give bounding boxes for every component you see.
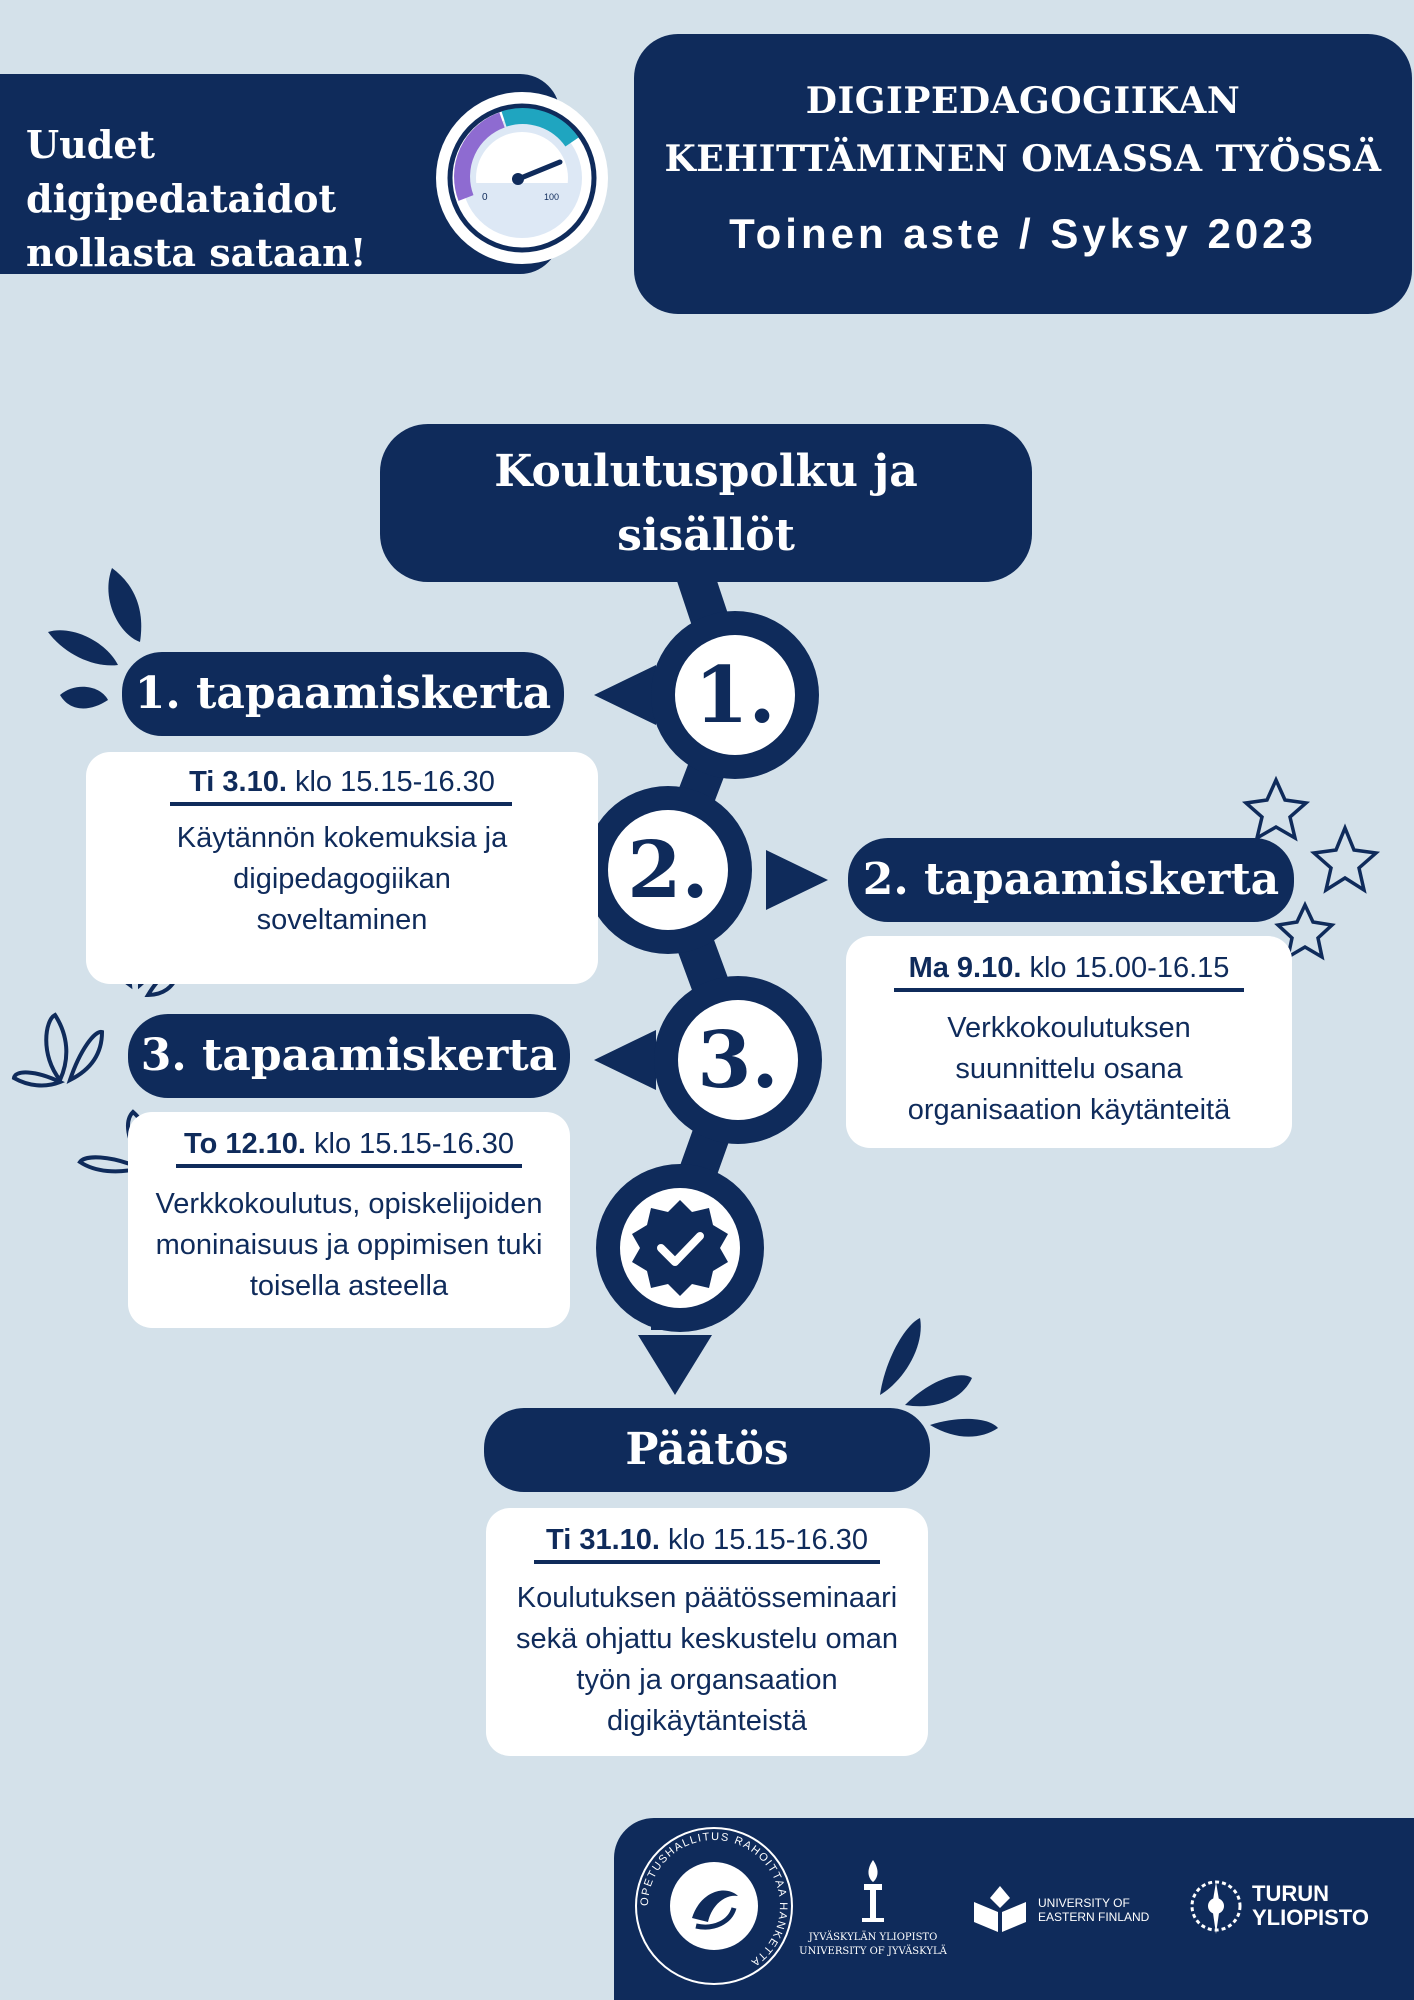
jyu-logo (798, 1856, 948, 1966)
step-2-desc-line: Verkkokoulutuksen (947, 1012, 1191, 1044)
title-line2: KEHITTÄMINEN OMASSA TYÖSSÄ (664, 138, 1382, 180)
step-2-time: klo 15.00-16.15 (1029, 952, 1230, 984)
step-3-desc-line: Verkkokoulutus, opiskelijoiden (155, 1188, 543, 1220)
step-2-date (846, 952, 1292, 985)
final-desc-line: työn ja organsaation (576, 1664, 838, 1696)
arrow-left-1 (594, 665, 656, 725)
tagline-line1: Uudet digipedataidot (26, 122, 337, 221)
tagline-line2: nollasta sataan! (26, 230, 367, 275)
step-1-time: klo 15.15-16.30 (294, 766, 495, 798)
final-desc (486, 1578, 928, 1742)
step-1-desc-line: Käytännön kokemuksia ja (176, 822, 508, 854)
step-3-desc-line: toisella asteella (249, 1270, 449, 1302)
final-desc-line: Koulutuksen päätösseminaari (516, 1582, 898, 1614)
final-underline (534, 1560, 880, 1564)
step-3-underline (176, 1164, 522, 1168)
step-3-date (128, 1128, 570, 1161)
step-1-underline (170, 802, 512, 806)
step-2-title: 2. tapaamiskerta (862, 854, 1280, 905)
step-1-title: 1. tapaamiskerta (134, 668, 552, 719)
step-1-date (86, 766, 598, 799)
arrow-left-3 (594, 1030, 656, 1090)
step-number-1: 1. (694, 650, 776, 741)
gauge-max: 100 (544, 192, 560, 202)
step-2-underline (894, 988, 1244, 992)
step-number-2: 2. (627, 825, 709, 916)
utu-logo (1186, 1874, 1396, 1944)
step-2-date-bold: Ma 9.10. (908, 952, 1022, 984)
path-title-line1: Koulutuspolku ja (494, 446, 918, 497)
utu-line1: TURUN (1252, 1881, 1329, 1906)
step-number-3: 3. (697, 1015, 779, 1106)
utu-line2: YLIOPISTO (1252, 1905, 1369, 1930)
step-3-title: 3. tapaamiskerta (140, 1030, 558, 1081)
final-title: Päätös (625, 1424, 789, 1475)
step-2-desc-line: organisaation käytänteitä (907, 1094, 1231, 1126)
path-title (380, 440, 1032, 568)
uef-line1: UNIVERSITY OF (1038, 1896, 1130, 1910)
step-1-desc (86, 818, 598, 941)
oph-seal-text: OPETUSHALLITUS RAHOITTAA HANKETTA (638, 1830, 790, 1969)
oph-logo (630, 1822, 798, 1990)
step-3-desc-line: moninaisuus ja oppimisen tuki (155, 1229, 543, 1261)
final-date-bold: Ti 31.10. (546, 1524, 660, 1556)
leaf-decoration-2 (14, 1015, 102, 1085)
jyu-line1: JYVÄSKYLÄN YLIOPISTO (808, 1932, 938, 1943)
final-time: klo 15.15-16.30 (668, 1524, 868, 1556)
step-3-date-bold: To 12.10. (184, 1128, 306, 1160)
jyu-line2: UNIVERSITY OF JYVÄSKYLÄ (799, 1946, 947, 1957)
step-1-date-bold: Ti 3.10. (189, 766, 287, 798)
uef-line2: EASTERN FINLAND (1038, 1910, 1150, 1924)
final-desc-line: sekä ohjattu keskustelu oman (515, 1623, 899, 1655)
step-3-desc (128, 1184, 570, 1307)
gauge-min: 0 (482, 192, 488, 203)
step-2-desc (846, 1008, 1292, 1131)
title-line1: DIGIPEDAGOGIIKAN (805, 80, 1241, 122)
subtitle: Toinen aste / Syksy 2023 (729, 210, 1317, 257)
step-1-desc-line: digipedagogiikan (233, 863, 451, 895)
step-2-desc-line: suunnittelu osana (955, 1053, 1183, 1085)
path-title-line2: sisällöt (617, 510, 795, 561)
final-desc-line: digikäytänteistä (607, 1705, 807, 1737)
final-date (486, 1524, 928, 1557)
step-1-desc-line: soveltaminen (256, 904, 428, 936)
arrow-right-2 (766, 850, 828, 910)
step-3-time: klo 15.15-16.30 (314, 1128, 514, 1160)
uef-logo (970, 1878, 1170, 1938)
arrow-down-final (638, 1335, 712, 1395)
